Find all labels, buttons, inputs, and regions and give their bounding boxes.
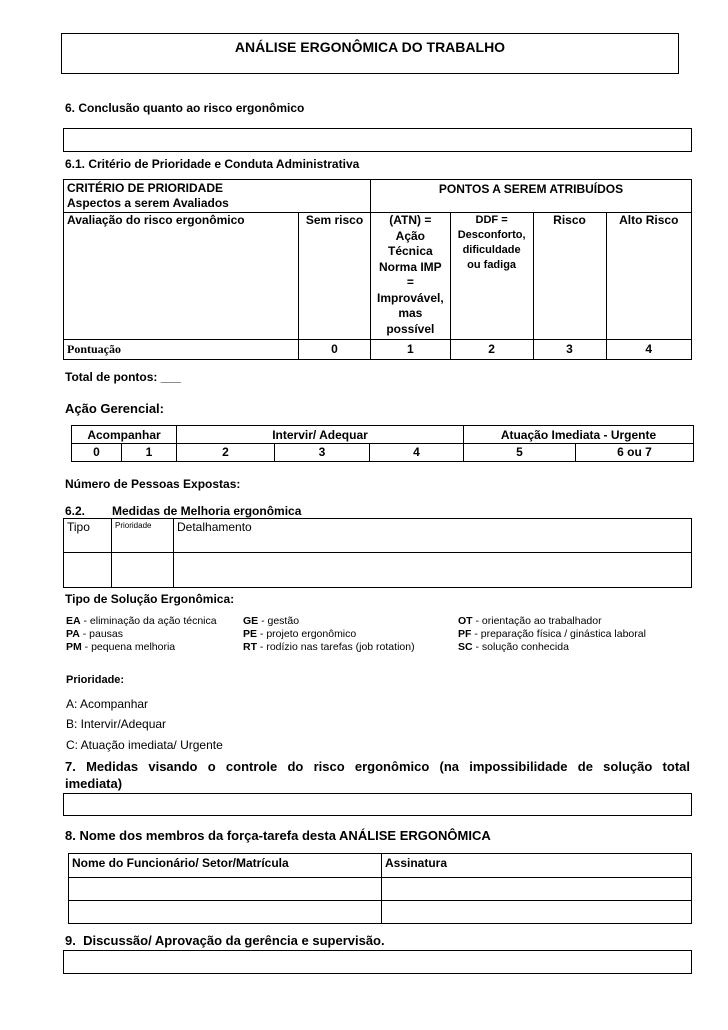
legend-ea: EA - eliminação da ação técnica: [66, 615, 217, 627]
score-3: 3: [533, 340, 606, 360]
section-9-title: 9. Discussão/ Aprovação da gerência e supervisão.: [65, 933, 385, 948]
col-prioridade: Prioridade: [112, 519, 174, 553]
acao-gerencial-table: [71, 425, 694, 462]
section-6-field[interactable]: [63, 128, 692, 152]
acao-value-2[interactable]: 2: [177, 444, 275, 462]
col-atn: (ATN) = Ação Técnica Norma IMP = Improvável, mas possível: [371, 213, 451, 340]
legend-pm: PM - pequena melhoria: [66, 641, 176, 653]
tipo-cell[interactable]: [64, 553, 112, 588]
member-signature-cell-2[interactable]: [382, 901, 692, 924]
col-sem-risco: Sem risco: [299, 213, 371, 340]
pessoas-expostas-label: Número de Pessoas Expostas:: [65, 477, 241, 491]
col-assinatura: Assinatura: [382, 854, 692, 878]
legend-sc: SC - solução conhecida: [458, 641, 569, 653]
section-6-2-title: Medidas de Melhoria ergonômica: [112, 504, 302, 518]
criterio-header-cell: [64, 180, 371, 213]
score-4: 4: [606, 340, 691, 360]
medidas-table: [63, 518, 692, 588]
acao-value-5[interactable]: 5: [464, 444, 576, 462]
members-table: [68, 853, 692, 924]
section-6-title: 6. Conclusão quanto ao risco ergonômico: [65, 101, 305, 115]
col-detalhamento: Detalhamento: [174, 519, 692, 553]
legend-pe: PE - projeto ergonômico: [243, 628, 357, 640]
legend-pf: PF - preparação física / ginástica laboral: [458, 628, 646, 640]
legend-pa: PA - pausas: [66, 628, 124, 640]
prioridade-item-c: C: Atuação imediata/ Urgente: [66, 738, 223, 752]
legend-ot: OT - orientação ao trabalhador: [458, 615, 602, 627]
col-alto-risco: Alto Risco: [606, 213, 691, 340]
section-6-2-number: 6.2.: [65, 504, 86, 518]
score-0: 0: [299, 340, 371, 360]
section-9-field[interactable]: [63, 950, 692, 974]
avaliacao-label: Avaliação do risco ergonômico: [64, 213, 299, 340]
criterio-label: CRITÉRIO DE PRIORIDADE: [67, 181, 224, 195]
member-name-cell-1[interactable]: [69, 878, 382, 901]
total-pontos: Total de pontos: ___: [65, 370, 181, 384]
section-7-title: 7. Medidas visando o controle do risco ergonômico (na impossibilidade de solução total imediata): [65, 759, 690, 791]
member-signature-cell-1[interactable]: [382, 878, 692, 901]
prioridade-item-b: B: Intervir/Adequar: [66, 717, 167, 731]
acao-gerencial-title: Ação Gerencial:: [65, 401, 164, 416]
aspectos-label: Aspectos a serem Avaliados: [67, 196, 229, 210]
acao-value-3[interactable]: 3: [275, 444, 370, 462]
col-risco: Risco: [533, 213, 606, 340]
detalhamento-cell[interactable]: [174, 553, 692, 588]
legend-ge: GE - gestão: [243, 615, 300, 627]
title-box: [61, 33, 679, 74]
pontuacao-label: Pontuação: [64, 340, 299, 360]
prioridade-title: Prioridade:: [66, 674, 125, 686]
page-title: ANÁLISE ERGONÔMICA DO TRABALHO: [234, 39, 506, 55]
col-nome-funcionario: Nome do Funcionário/ Setor/Matrícula: [69, 854, 382, 878]
col-ddf: DDF = Desconforto, dificuldade ou fadiga: [450, 213, 533, 340]
tipo-solucao-title: Tipo de Solução Ergonômica:: [65, 592, 235, 606]
atuacao-header: Atuação Imediata - Urgente: [464, 426, 694, 444]
score-1: 1: [371, 340, 451, 360]
section-7-field[interactable]: [63, 793, 692, 816]
score-2: 2: [450, 340, 533, 360]
acao-value-1[interactable]: 1: [122, 444, 177, 462]
pontos-header-cell: [371, 180, 692, 213]
acompanhar-header: Acompanhar: [72, 426, 177, 444]
pontos-label: PONTOS A SEREM ATRIBUÍDOS: [438, 182, 624, 196]
intervir-header: Intervir/ Adequar: [177, 426, 464, 444]
section-8-title: 8. Nome dos membros da força-tarefa desta ANÁLISE ERGONÔMICA: [65, 828, 491, 843]
prioridade-item-a: A: Acompanhar: [66, 697, 149, 711]
section-6-1-title: 6.1. Critério de Prioridade e Conduta Administrativa: [65, 157, 360, 171]
prioridade-cell[interactable]: [112, 553, 174, 588]
acao-value-6[interactable]: 6 ou 7: [576, 444, 694, 462]
member-name-cell-2[interactable]: [69, 901, 382, 924]
legend-rt: RT - rodízio nas tarefas (job rotation): [243, 641, 415, 653]
acao-value-4[interactable]: 4: [370, 444, 464, 462]
col-tipo: Tipo: [64, 519, 112, 553]
criteria-table: [63, 179, 692, 360]
acao-value-0[interactable]: 0: [72, 444, 122, 462]
